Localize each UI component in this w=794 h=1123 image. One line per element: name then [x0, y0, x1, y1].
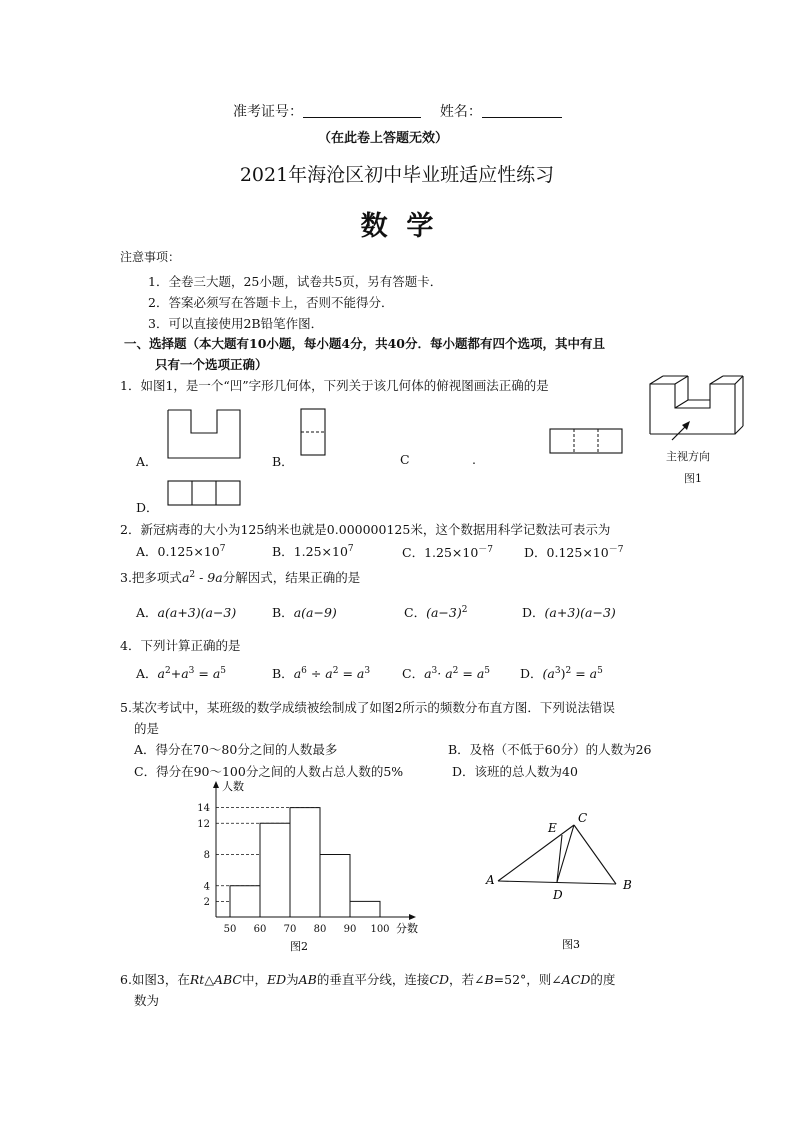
option-c-dot: . — [472, 452, 476, 467]
name-field[interactable] — [482, 104, 562, 118]
point-a: A — [486, 873, 495, 887]
question-2-stem: 2．新冠病毒的大小为125纳米也就是0.000000125米，这个数据用科学记数法可表示为 — [120, 522, 611, 537]
x-tick-label: 80 — [313, 924, 327, 935]
q5-option-c[interactable]: C．得分在90～100分之间的人数占总人数的5% — [134, 764, 404, 779]
x-axis-arrow — [409, 914, 416, 920]
histogram-bar — [230, 886, 260, 917]
question-3-stem: 3.把多项式$a^2 - 9a$分解因式，结果正确的是 — [120, 569, 361, 585]
option-d-figure — [167, 480, 243, 508]
option-d-label[interactable]: D． — [136, 500, 159, 515]
segment-ac — [498, 825, 574, 881]
option-a-figure — [167, 409, 243, 461]
option-c-label[interactable]: C — [400, 452, 410, 467]
x-tick-label: 100 — [370, 924, 390, 935]
figure-3-caption: 图3 — [562, 938, 580, 951]
q2-option-b[interactable]: B．$1.25\times 10^7$ — [272, 543, 354, 559]
question-5-stem: 5.某次考试中，某班级的数学成绩被绘制成了如图2所示的频数分布直方图．下列说法错误 — [120, 700, 615, 715]
note-item: 2．答案必须写在答题卡上，否则不能得分． — [148, 295, 394, 310]
q5-option-a[interactable]: A．得分在70～80分之间的人数最多 — [134, 742, 338, 757]
q4-option-a[interactable]: A．$a^2+a^3 = a^5$ — [136, 665, 227, 681]
option-b-label[interactable]: B． — [272, 454, 294, 469]
y-axis-arrow — [213, 781, 219, 788]
y-tick-label: 14 — [197, 803, 210, 815]
q3-option-a[interactable]: A．a(a+3)(a−3) — [136, 605, 237, 620]
note-item: 3．可以直接使用2B铅笔作图． — [148, 316, 324, 331]
x-axis-label: 分数 — [396, 922, 418, 935]
point-e: E — [548, 821, 557, 835]
q3-option-c[interactable]: C．$(a-3)^2$ — [404, 604, 468, 620]
figure-2-caption: 图2 — [290, 940, 308, 953]
section-heading-cont: 只有一个选项正确） — [155, 357, 268, 372]
section-heading: 一、选择题（本大题有10小题，每小题4分，共40分．每小题都有四个选项，其中有且 — [124, 336, 605, 351]
notice: （在此卷上答题无效） — [318, 131, 449, 146]
histogram-bar — [350, 901, 380, 917]
y-tick-label: 4 — [203, 881, 210, 893]
view-direction-arrow — [668, 418, 698, 444]
note-item: 1．全卷三大题，25小题，试卷共5页，另有答题卡． — [148, 274, 443, 289]
x-tick-label: 60 — [253, 924, 267, 935]
name-label: 姓名： — [439, 104, 482, 120]
exam-title: 2021年海沧区初中毕业班适应性练习 — [239, 164, 555, 186]
question-6-stem-cont: 数为 — [134, 993, 160, 1008]
x-tick-label: 50 — [223, 924, 237, 935]
y-tick-label: 2 — [203, 896, 210, 908]
histogram-bar — [260, 823, 290, 917]
point-d: D — [553, 888, 563, 902]
y-tick-label: 12 — [197, 818, 210, 830]
option-a-label[interactable]: A． — [136, 454, 158, 469]
question-1-stem: 1．如图1，是一个“凹”字形几何体，下列关于该几何体的俯视图画法正确的是 — [120, 378, 549, 393]
q2-option-a[interactable]: A．$0.125\times 10^7$ — [136, 543, 226, 559]
segment-cb — [574, 825, 616, 884]
histogram-bar — [290, 808, 320, 917]
q4-option-d[interactable]: D．$(a^3)^2 = a^5$ — [520, 665, 603, 681]
x-tick-label: 70 — [283, 924, 297, 935]
question-6-stem: 6.如图3，在Rt△ABC中，ED为AB的垂直平分线，连接CD，若∠B=52°，则∠ACD的度 — [120, 972, 616, 987]
notes-heading: 注意事项： — [120, 250, 181, 264]
q5-option-d[interactable]: D．该班的总人数为40 — [452, 764, 578, 779]
figure-1-caption: 图1 — [684, 472, 702, 485]
q4-option-b[interactable]: B．$a^6 \div a^2 = a^3$ — [272, 665, 371, 681]
x-tick-label: 90 — [343, 924, 357, 935]
question-5-stem-cont: 的是 — [134, 721, 160, 736]
figure-2-histogram — [190, 778, 430, 958]
q3-option-d[interactable]: D．(a+3)(a−3) — [522, 605, 616, 620]
y-axis-label: 人数 — [222, 780, 244, 793]
exam-id-row — [233, 101, 562, 121]
exam-id-field[interactable] — [303, 104, 421, 118]
figure-3-triangle — [480, 808, 640, 958]
y-tick-label: 8 — [203, 850, 210, 861]
exam-id-label: 准考证号： — [233, 104, 303, 120]
q4-option-c[interactable]: C．$a^3\cdot a^2 = a^5$ — [402, 665, 491, 681]
option-c-figure — [549, 428, 625, 456]
q5-option-b[interactable]: B．及格（不低于60分）的人数为26 — [448, 742, 652, 757]
view-direction-label: 主视方向 — [666, 450, 710, 463]
question-4-stem: 4．下列计算正确的是 — [120, 638, 241, 653]
point-c: C — [578, 811, 588, 825]
q3-option-b[interactable]: B．a(a−9) — [272, 605, 337, 620]
option-b-figure — [300, 408, 328, 458]
histogram-bar — [320, 855, 350, 918]
q2-option-c[interactable]: C．$1.25\times 10^{-7}$ — [402, 545, 494, 561]
subject-title: 数 学 — [360, 211, 434, 242]
point-b: B — [623, 878, 632, 892]
q2-option-d[interactable]: D．$0.125\times 10^{-7}$ — [524, 545, 624, 561]
